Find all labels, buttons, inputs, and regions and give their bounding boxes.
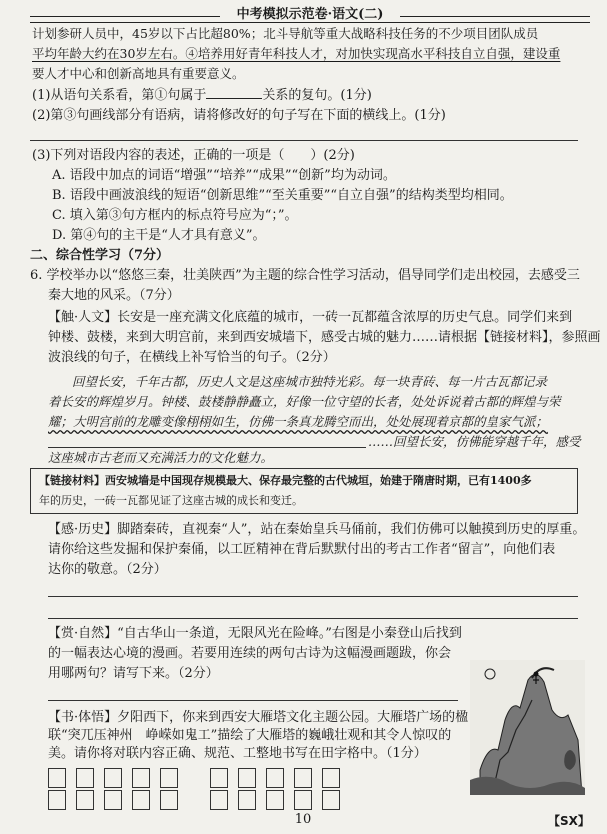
section-heading: 二、综合性学习（7分） — [30, 248, 170, 263]
grid-cell[interactable] — [238, 790, 256, 810]
question-1 — [32, 86, 372, 106]
option-b: B. 语段中画波浪线的短语“创新思维”“至关重要”“自立自强”的结构类型均相同。 — [52, 188, 513, 203]
task-3-line-1: 【赏·自然】“自古华山一条道，无限风光在险峰。”右图是小秦登山后找到 — [48, 626, 462, 641]
passage-line-1: 计划参研人员中，45岁以下占比超80%；北斗导航等重大战略科技任务的不少项目团队成员 — [32, 26, 539, 41]
question-6-line-2: 秦大地的风采。（7分） — [48, 288, 180, 303]
task-2-line-3: 达你的敬意。（2分） — [48, 562, 167, 577]
task-2-line-2: 请你给这些发掘和保护秦俑，以工匠精神在背后默默付出的考古工作者“留言”，向他们表 — [48, 542, 556, 557]
grid-separator — [188, 768, 200, 788]
task-1-line-3: 波浪线的句子，在横线上补写恰当的句子。（2分） — [48, 350, 336, 365]
question-1-text-a: (1)从语句关系看，第①句属于 — [32, 88, 207, 103]
grid-cell[interactable] — [132, 768, 150, 788]
grid-cell[interactable] — [266, 790, 284, 810]
task-1-line-2: 钟楼、鼓楼，来到大明宫前，来到西安城墙下，感受古城的魅力……请根据【链接材料】，参照画 — [48, 330, 601, 345]
grid-cell[interactable] — [322, 790, 340, 810]
task-2-answer-line-1[interactable] — [48, 596, 578, 597]
grid-cell[interactable] — [322, 768, 340, 788]
question-1-text-b: 关系的复句。(1分) — [262, 88, 372, 103]
question-2-answer-line[interactable] — [30, 140, 578, 141]
link-material-box — [30, 468, 578, 514]
task-3-line-2: 的一幅表达心境的漫画。若要用连续的两句古诗为这幅漫画题跋，你会 — [48, 646, 452, 661]
task-3-line-3: 用哪两句？请写下来。（2分） — [48, 666, 219, 681]
grid-cell[interactable] — [132, 790, 150, 810]
sample-text-line-3: 耀；大明宫前的龙雕变像栩栩如生，仿佛一条真龙腾空而出，处处展现着京都的皇家气派； — [48, 414, 549, 429]
grid-cell[interactable] — [160, 768, 178, 788]
edition-code: 【SX】 — [548, 814, 590, 828]
grid-cell[interactable] — [48, 768, 66, 788]
grid-cell[interactable] — [104, 790, 122, 810]
grid-cell[interactable] — [210, 768, 228, 788]
task-2-line-1: 【感·历史】脚踏秦砖，直视秦“人”，站在秦始皇兵马俑前，我们仿佛可以触摸到历史的厚重。 — [48, 522, 586, 537]
passage-line-2: 平均年龄大约在30岁左右。④培养用好青年科技人才，对加快实现高水平科技自立自强，建设重 — [32, 46, 561, 61]
grid-cell[interactable] — [294, 790, 312, 810]
question-1-answer-blank[interactable] — [206, 86, 262, 99]
option-a: A. 语段中加点的词语“增强”“培养”“成果”“创新”均为动词。 — [52, 168, 396, 183]
question-3: (3)下列对语段内容的表述，正确的一项是（ ）(2分) — [32, 148, 355, 163]
header-rule-right — [400, 16, 590, 17]
question-6-line-1: 6. 学校举办以“悠悠三秦，壮美陕西”为主题的综合性学习活动，倡导同学们走出校园，去感受三 — [30, 268, 580, 283]
grid-cell[interactable] — [76, 790, 94, 810]
page-title: 中考模拟示范卷·语文(二) — [236, 7, 384, 22]
mountain-cartoon-image — [470, 660, 585, 795]
passage-line-3: 要人才中心和创新高地具有重要意义。 — [32, 66, 245, 81]
grid-cell[interactable] — [238, 768, 256, 788]
sample-text-line-1: 回望长安，千年古都，历史人文是这座城市独特光彩。每一块青砖、每一片古瓦都记录 — [72, 374, 548, 389]
question-2: (2)第③句画线部分有语病，请将修改好的句子写在下面的横线上。(1分) — [32, 108, 446, 123]
task-2-answer-line-2[interactable] — [48, 618, 578, 619]
sample-text-line-4: ……回望长安，仿佛能穿越千年，感受 — [368, 434, 581, 449]
page-number: 10 — [294, 812, 312, 827]
writing-grid — [48, 768, 340, 788]
sample-text-line-2: 着长安的辉煌岁月。钟楼、鼓楼静静矗立，好像一位守望的长者，处处诉说着古都的辉煌与荣 — [48, 394, 561, 409]
task-4-line-1: 【书·体悟】夕阳西下，你来到西安大雁塔文化主题公园。大雁塔广场的楹 — [48, 710, 469, 725]
grid-cell[interactable] — [76, 768, 94, 788]
task-3-answer-line[interactable] — [48, 700, 458, 701]
option-c: C. 填入第③句方框内的标点符号应为“；”。 — [52, 208, 298, 223]
grid-cell[interactable] — [160, 790, 178, 810]
grid-cell[interactable] — [104, 768, 122, 788]
grid-cell[interactable] — [294, 768, 312, 788]
grid-cell[interactable] — [48, 790, 66, 810]
task-4-line-3: 美。请你将对联内容正确、规范、工整地书写在田字格中。（1分） — [48, 746, 427, 761]
link-material-line-2: 年的历史，一砖一瓦都见证了这座古城的成长和变迁。 — [39, 494, 303, 507]
grid-separator — [188, 790, 200, 810]
task-1-line-1: 【触·人文】长安是一座充满文化底蕴的城市，一砖一瓦都蕴含浓厚的历史气息。同学们来到 — [48, 310, 573, 325]
task-4-line-2: 联“突兀压神州 峥嵘如鬼工”描绘了大雁塔的巍峨壮观和其令人惊叹的 — [48, 728, 452, 743]
link-material-line-1: 【链接材料】西安城墙是中国现存规模最大、保存最完整的古代城垣，始建于隋唐时期，已有1400多 — [39, 474, 532, 487]
page-header — [30, 2, 590, 23]
writing-grid-row-2 — [48, 790, 340, 810]
grid-cell[interactable] — [266, 768, 284, 788]
grid-cell[interactable] — [210, 790, 228, 810]
sample-text-line-5: 这座城市古老而又充满活力的文化魅力。 — [48, 450, 274, 465]
option-d: D. 第④句的主干是“人才具有意义”。 — [52, 228, 266, 243]
